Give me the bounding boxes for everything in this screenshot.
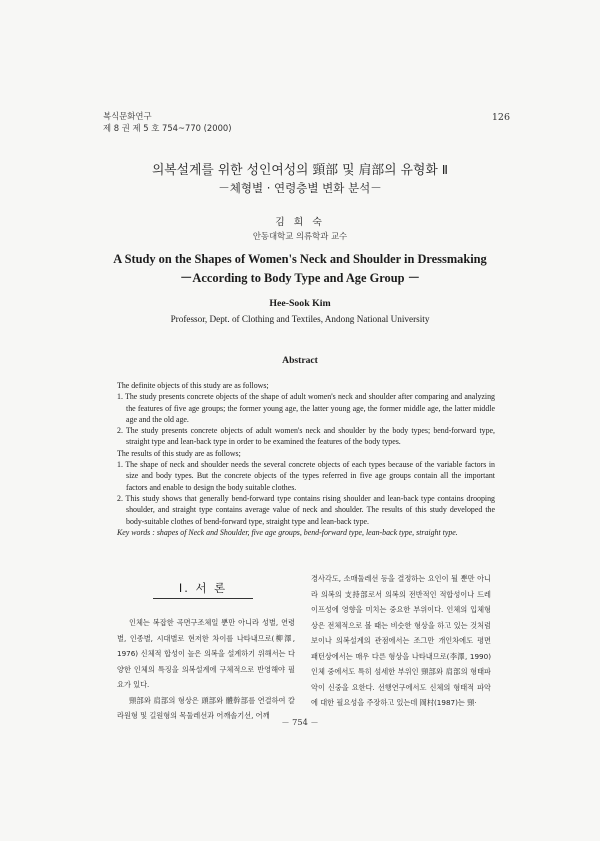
section-heading <box>112 580 294 599</box>
body-paragraph: 頸部와 肩部의 형상은 頭部와 體幹部를 연결하여 칼라원형 및 길원형의 목둘레선과 어깨솔기선, 어깨 <box>117 695 295 720</box>
footer-page-number: － 754 － <box>281 717 319 727</box>
body-column-left <box>117 615 295 724</box>
body-column-right <box>311 571 491 711</box>
abstract-heading: Abstract <box>282 355 318 366</box>
section-heading-text: Ⅰ. 서 론 <box>178 581 228 595</box>
korean-author: 김 희 숙 <box>275 217 325 228</box>
english-affiliation: Professor, Dept. of Clothing and Textiles, Andong National University <box>170 314 430 324</box>
page-number: 126 <box>491 112 510 123</box>
korean-affiliation: 안동대학교 의류학과 교수 <box>252 231 348 241</box>
abstract-result-1: 1. The shape of neck and shoulder needs the several concrete objects of each types because of the variable factors in size and body types. But the concrete objects of the types referred in five age groups contain all the important factors and enable to design the body suitable clothes. <box>117 460 495 492</box>
abstract-object-2: 2. The study presents concrete objects of adult women's neck and shoulder by the body types; bend-forward type, straight type and lean-back type in order to be examined the features of the body types. <box>117 426 495 447</box>
body-paragraph: 인체는 복잡한 곡면구조체일 뿐만 아니라 성별, 연령별, 인종별, 시대별로 현저한 차이를 나타내므로(柳澤, 1976) 신체적 합성이 높은 의복을 설계하기 위해서는 다양한 인체의 특징을 의복설계에 구체적으로 반영해야 필요가 있다. <box>117 618 295 689</box>
korean-title: 의복설계를 위한 성인여성의 頸部 및 肩部의 유형화 Ⅱ <box>151 163 449 178</box>
korean-subtitle: －체형별 · 연령층별 변화 분석－ <box>218 181 382 195</box>
body-paragraph: 경사각도, 소매둘레선 등을 결정하는 요인이 될 뿐만 아니라 의복의 支持部로서 의복의 전반적인 적합성이나 드레이프성에 영향을 미치는 중요한 부위이다. 인체의 입체형상은 전체적으로 볼 때는 비슷한 형상을 하고 있는 것처럼 보이나 의복설계의 관점에서는 조그만 개인차에도 평면 패턴상에서는 매우 다른 형상을 나타내므로(李澤, 1990) 인체 중에서도 특히 섬세한 부위인 頸部와 肩部의 형태파악이 신중을 요한다. 선행연구에서도 신체의 형태적 파악에 대한 필요성을 주장하고 있는데 岡村(1987)는 頸· <box>311 574 491 707</box>
journal-info <box>103 110 232 134</box>
journal-name: 복식문화연구 <box>103 111 152 121</box>
section-heading-rule <box>153 598 253 599</box>
abstract-keywords: Key words : shapes of Neck and Shoulder, five age groups, bend-forward type, lean-back type, straight type. <box>117 527 458 537</box>
abstract-body <box>117 380 495 538</box>
abstract-results-intro: The results of this study are as follows; <box>117 448 241 458</box>
english-title-line1: A Study on the Shapes of Women's Neck and Shoulder in Dressmaking <box>113 252 487 266</box>
abstract-intro: The definite objects of this study are as follows; <box>117 381 269 390</box>
journal-volume: 제 8 권 제 5 호 754~770 (2000) <box>103 123 232 133</box>
english-title-line2: －According to Body Type and Age Group － <box>180 271 420 285</box>
abstract-object-1: 1. The study presents concrete objects of the shape of adult women's neck and shoulder after comparing and analyzing the features of five age groups; the former young age, the latter young age, the former middle age, the latter middle age and the old age. <box>117 392 495 424</box>
abstract-result-2: 2. This study shows that generally bend-forward type contains rising shoulder and lean-back type contains drooping shoulder, and straight type contains average value of neck and shoulder. The results of this study developed the body-suitable clothes of bend-forward type, straight type and lean-back type. <box>117 493 495 526</box>
english-title <box>0 250 600 288</box>
english-author: Hee-Sook Kim <box>269 298 331 309</box>
